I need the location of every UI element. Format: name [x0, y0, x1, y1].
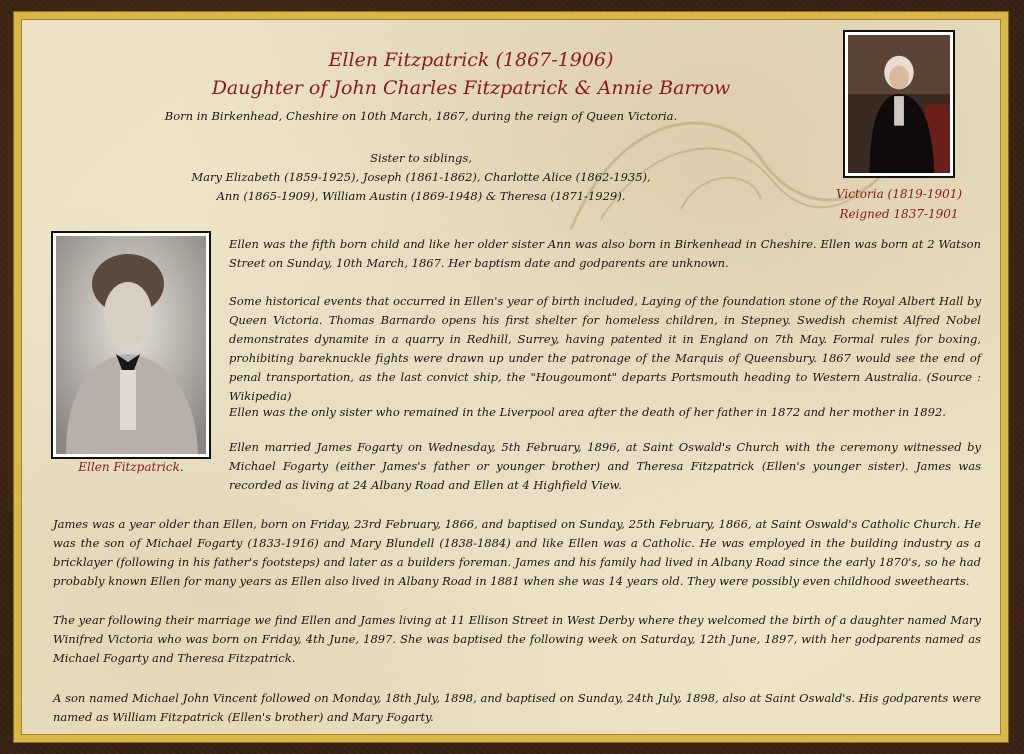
siblings-line-2: Ann (1865-1909), William Austin (1869-1948) & Theresa (1871-1929).	[216, 189, 626, 203]
siblings-heading: Sister to siblings,	[370, 151, 472, 165]
paragraph-6: The year following their marriage we find Ellen and James living at 11 Ellison Street in West Derby where they welcomed the birth of a daughter named Mary Winifred Victoria who was born on Friday, 4th June, 1897. She was baptised the following week on Saturday, 12th June, 1897, with her godparents named as Michael Fogarty and Theresa Fitzpatrick.	[53, 613, 981, 665]
paragraph-2: Some historical events that occurred in Ellen's year of birth included, Laying of the foundation stone of the Royal Albert Hall by Queen Victoria. Thomas Barnardo opens his first shelter for homeless children, in Stepney. Swedish chemist Alfred Nobel demonstrates dynamite in a quarry in Redhill, Surrey, having patented it in England on 7th May. Formal rules for boxing, prohibiting bareknuckle fights were drawn up under the patronage of the Marquis of Queensbury. 1867 would see the end of penal transportation, as the last convict ship, the "Hougoumont" departs Portsmouth heading to Western Australia. (Source : Wikipedia)	[229, 294, 981, 403]
paragraph-5: James was a year older than Ellen, born on Friday, 23rd February, 1866, and baptised on Sunday, 25th February, 1866, at Saint Oswald's Catholic Church. He was the son of Michael Fogarty (1833-1916) and Mary Blundell (1838-1884) and like Ellen was a Catholic. He was employed in the building industry as a bricklayer (following in his father's footsteps) and later as a builders foreman. James and his family had lived in Albany Road since the early 1870's, so he had probably known Ellen for many years as Ellen also lived in Albany Road in 1881 when she was 14 years old. They were possibly even childhood sweethearts.	[53, 517, 981, 588]
ellen-portrait-image	[56, 236, 206, 454]
victoria-portrait	[843, 30, 955, 178]
victoria-caption-reign: Reigned 1837-1901	[839, 207, 959, 221]
ellen-caption: Ellen Fitzpatrick.	[78, 460, 184, 474]
page-title: Ellen Fitzpatrick (1867-1906)	[328, 49, 614, 71]
victoria-portrait-image	[848, 35, 950, 173]
siblings-line-1: Mary Elizabeth (1859-1925), Joseph (1861-1862), Charlotte Alice (1862-1935),	[191, 170, 651, 184]
page-frame	[14, 12, 1008, 742]
paragraph-7: A son named Michael John Vincent followed on Monday, 18th July, 1898, and baptised on Sunday, 24th July, 1898, also at Saint Oswald's. His godparents were named as William Fitzpatrick (Ellen's brother) and Mary Fogarty.	[53, 691, 981, 724]
paragraph-1: Ellen was the fifth born child and like her older sister Ann was also born in Birkenhead in Cheshire. Ellen was born at 2 Watson Street on Sunday, 10th March, 1867. Her baptism date and godparents are unknown.	[229, 237, 981, 270]
paragraph-4: Ellen married James Fogarty on Wednesday, 5th February, 1896, at Saint Oswald's Church with the ceremony witnessed by Michael Fogarty (either James's father or younger brother) and Theresa Fitzpatrick (Ellen's younger sister). James was recorded as living at 24 Albany Road and Ellen at 4 Highfield View.	[229, 440, 981, 492]
paragraph-3: Ellen was the only sister who remained in the Liverpool area after the death of her father in 1872 and her mother in 1892.	[229, 405, 946, 419]
birth-line: Born in Birkenhead, Cheshire on 10th March, 1867, during the reign of Queen Victoria.	[164, 109, 678, 123]
page-subtitle: Daughter of John Charles Fitzpatrick & Annie Barrow	[211, 77, 731, 99]
victoria-caption-dates: Victoria (1819-1901)	[835, 187, 963, 201]
ellen-portrait	[51, 231, 211, 459]
